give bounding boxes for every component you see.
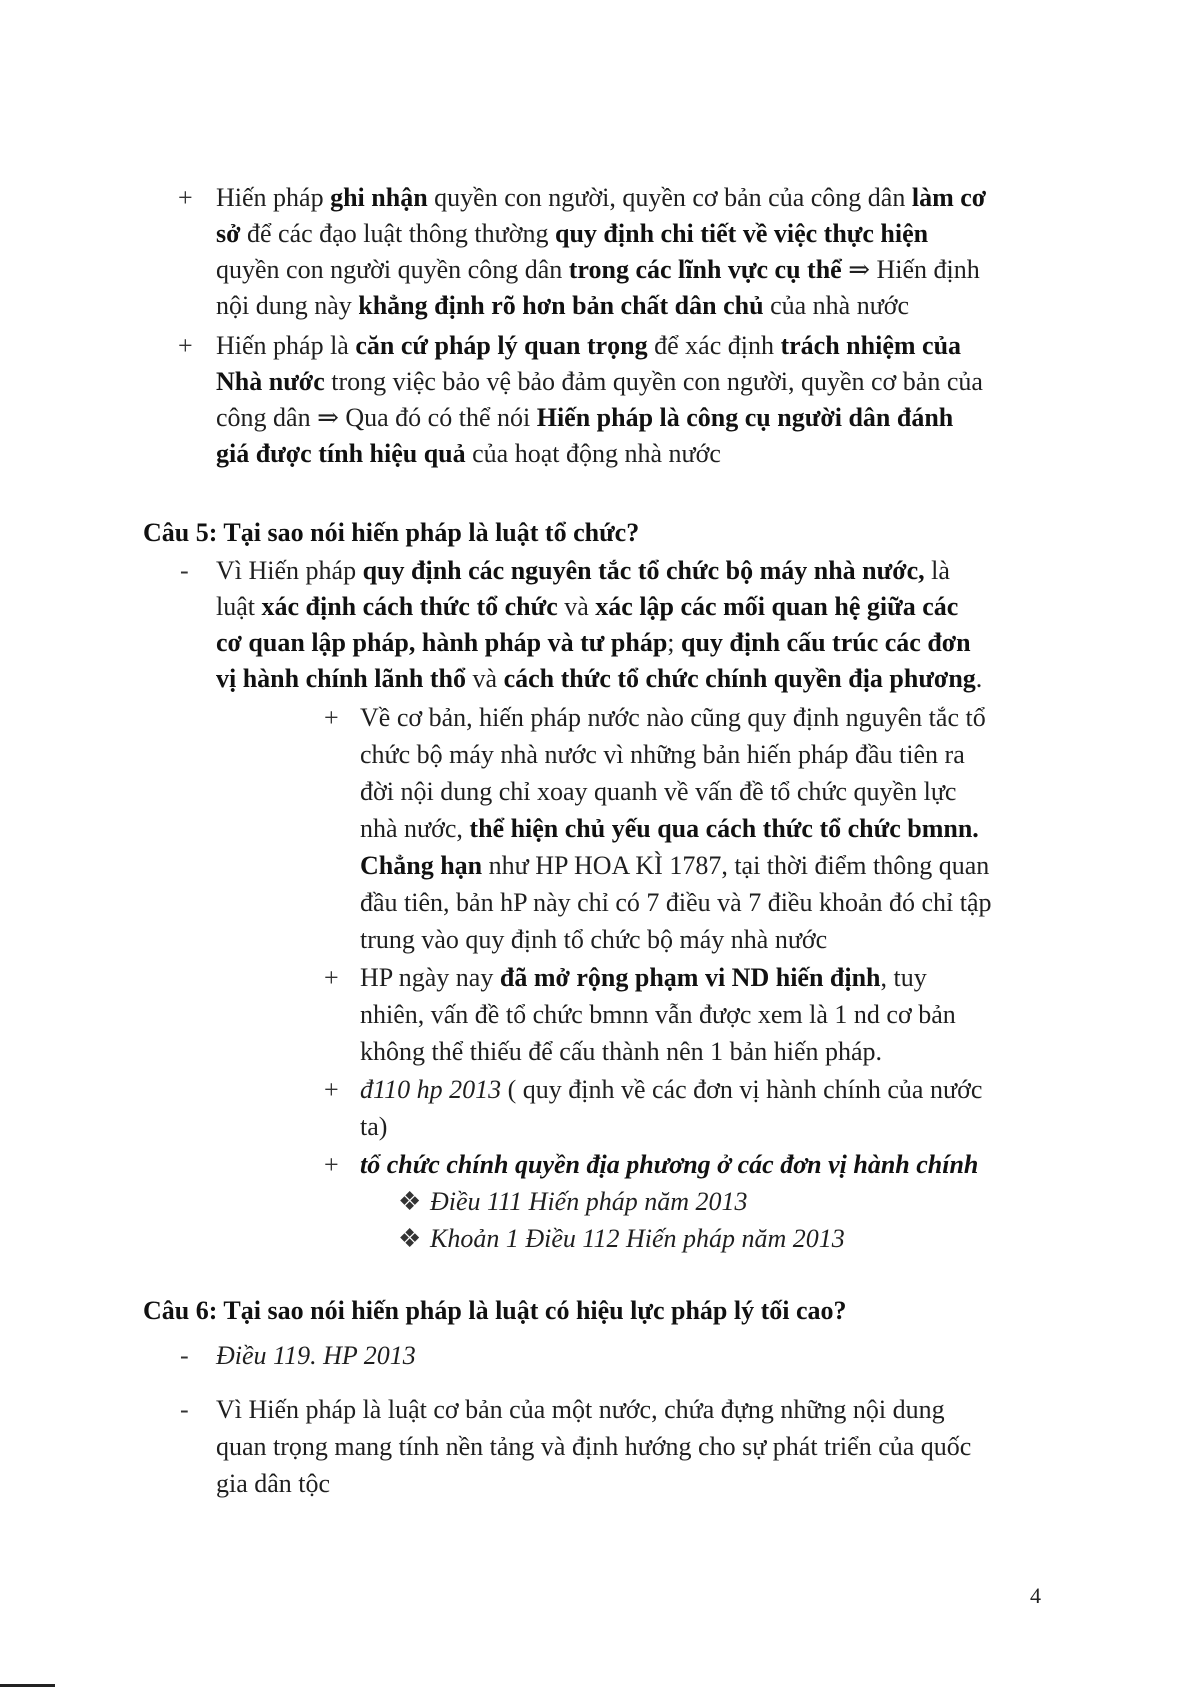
text-line: Nhà nước trong việc bảo vệ bảo đảm quyền con người, quyền cơ bản của (216, 367, 983, 396)
dash-bullet-icon: - (180, 556, 189, 585)
text-line: gia dân tộc (216, 1469, 331, 1498)
text-line: HP ngày nay đã mở rộng phạm vi ND hiến định, tuy (360, 963, 927, 992)
text-line: quyền con người quyền công dân trong các lĩnh vực cụ thể ⇒ Hiến định (216, 255, 980, 284)
text-line: Khoản 1 Điều 112 Hiến pháp năm 2013 (430, 1224, 845, 1253)
text-line: nội dung này khẳng định rõ hơn bản chất dân chủ của nhà nước (216, 291, 910, 320)
diamond-bullet-icon: ❖ (398, 1224, 422, 1253)
plus-bullet-icon: + (178, 331, 193, 360)
text-line: không thể thiếu để cấu thành nên 1 bản hiến pháp. (360, 1037, 883, 1066)
question-5-heading: Câu 5: Tại sao nói hiến pháp là luật tổ chức? (143, 518, 640, 547)
text-line: Điều 111 Hiến pháp năm 2013 (430, 1187, 748, 1216)
text-line: đ110 hp 2013 ( quy định về các đơn vị hành chính của nước (360, 1075, 983, 1104)
text-line: đời nội dung chỉ xoay quanh về vấn đề tổ chức quyền lực (360, 777, 957, 806)
text-line: đầu tiên, bản hP này chỉ có 7 điều và 7 điều khoản đó chỉ tập (360, 888, 992, 917)
text-line: Chẳng hạn như HP HOA KÌ 1787, tại thời điểm thông quan (360, 851, 990, 880)
dash-bullet-icon: - (180, 1395, 189, 1424)
plus-bullet-icon: + (178, 183, 193, 212)
plus-bullet-icon: + (324, 703, 339, 732)
text-line: Vì Hiến pháp quy định các nguyên tắc tổ chức bộ máy nhà nước, là (216, 556, 950, 585)
plus-bullet-icon: + (324, 1075, 339, 1104)
text-line: vị hành chính lãnh thổ và cách thức tổ chức chính quyền địa phương. (216, 664, 983, 693)
text-line: Về cơ bản, hiến pháp nước nào cũng quy định nguyên tắc tổ (360, 703, 986, 732)
text-line: quan trọng mang tính nền tảng và định hướng cho sự phát triển của quốc (216, 1432, 972, 1461)
text-line: ta) (360, 1112, 388, 1141)
plus-bullet-icon: + (324, 1150, 339, 1179)
text-line: nhiên, vấn đề tổ chức bmnn vẫn được xem là 1 nd cơ bản (360, 1000, 956, 1029)
page-number: 4 (1030, 1583, 1041, 1608)
text-line: luật xác định cách thức tổ chức và xác lập các mối quan hệ giữa các (216, 592, 959, 621)
text-line: nhà nước, thể hiện chủ yếu qua cách thức tổ chức bmnn. (360, 814, 979, 843)
text-line: Điều 119. HP 2013 (216, 1341, 416, 1370)
text-line: Hiến pháp ghi nhận quyền con người, quyền cơ bản của công dân làm cơ (216, 183, 987, 212)
text-line: giá được tính hiệu quả của hoạt động nhà nước (216, 439, 721, 468)
text-line: Vì Hiến pháp là luật cơ bản của một nước, chứa đựng những nội dung (216, 1395, 945, 1424)
text-line: sở để các đạo luật thông thường quy định chi tiết về việc thực hiện (216, 219, 929, 248)
question-6-heading: Câu 6: Tại sao nói hiến pháp là luật có hiệu lực pháp lý tối cao? (143, 1296, 847, 1325)
text-line: cơ quan lập pháp, hành pháp và tư pháp; quy định cấu trúc các đơn (216, 628, 971, 657)
text-line: công dân ⇒ Qua đó có thể nói Hiến pháp là công cụ người dân đánh (216, 403, 954, 432)
text-line: Hiến pháp là căn cứ pháp lý quan trọng để xác định trách nhiệm của (216, 331, 962, 360)
text-line: chức bộ máy nhà nước vì những bản hiến pháp đầu tiên ra (360, 740, 965, 769)
diamond-bullet-icon: ❖ (398, 1187, 422, 1216)
text-line: tổ chức chính quyền địa phương ở các đơn vị hành chính (360, 1150, 979, 1179)
plus-bullet-icon: + (324, 963, 339, 992)
text-line: trung vào quy định tổ chức bộ máy nhà nước (360, 925, 828, 954)
dash-bullet-icon: - (180, 1341, 189, 1370)
